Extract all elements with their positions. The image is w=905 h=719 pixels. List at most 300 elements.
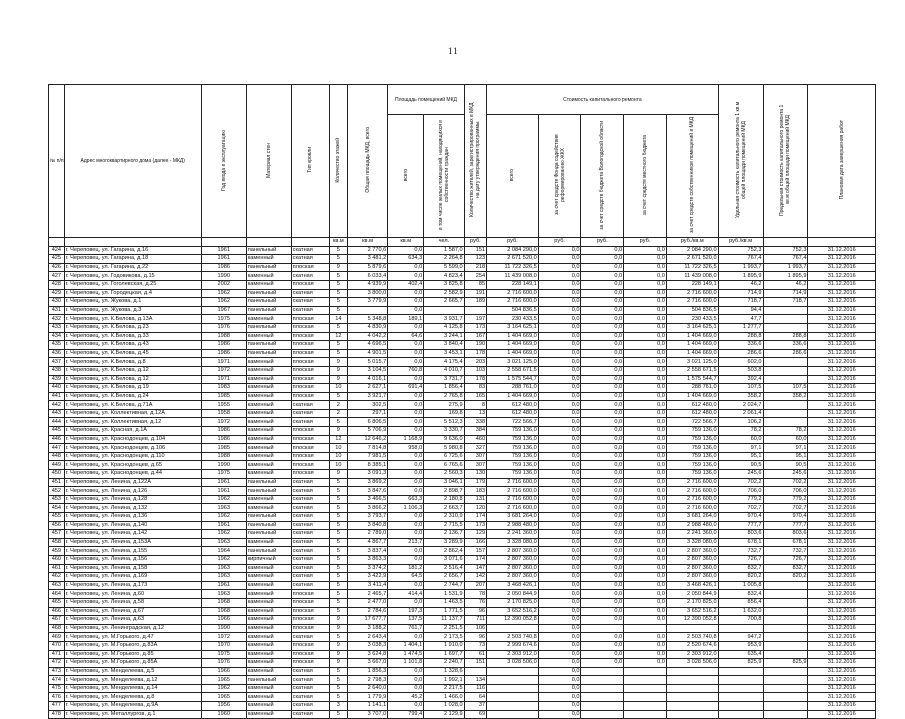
table-cell: 2 765,8 (424, 392, 464, 401)
header-address: Адрес многоквартирного дома (далее - МКД) (64, 85, 201, 238)
table-cell: 777,7 (718, 521, 763, 530)
table-cell: 0,0 (581, 332, 624, 341)
table-cell: 1972 (201, 633, 246, 642)
table-cell: плоская (291, 461, 329, 470)
table-cell: 3 667,0 (347, 659, 387, 668)
table-cell: 0,0 (538, 616, 581, 625)
table-cell: 761,7 (388, 624, 424, 633)
table-cell: скатная (291, 538, 329, 547)
table-cell: каменный (246, 702, 291, 711)
table-cell: 0,0 (624, 521, 667, 530)
table-cell (763, 607, 808, 616)
table-cell: г. Череповец, ул. Ленина, д.142 (64, 530, 201, 539)
table-cell (624, 684, 667, 693)
table-cell: плоская (291, 315, 329, 324)
table-cell: 307 (464, 452, 486, 461)
table-cell (487, 710, 539, 719)
table-row (49, 624, 876, 633)
table-cell: 427 (49, 272, 65, 281)
table-cell: 0,0 (581, 272, 624, 281)
table-cell: 702,2 (718, 478, 763, 487)
table-cell: 767,4 (763, 255, 808, 264)
table-cell: 0,0 (538, 444, 581, 453)
table-cell: 0,0 (538, 392, 581, 401)
table-cell: 1986 (201, 341, 246, 350)
table-cell: 5 (329, 478, 347, 487)
table-cell: 3 468 426,1 (666, 581, 718, 590)
header-area-total: Общая площадь МКД, всего (347, 85, 387, 238)
table-row (49, 375, 876, 384)
table-cell: 777,7 (763, 521, 808, 530)
table-cell: 2 988 480,0 (487, 521, 539, 530)
table-cell: 5 512,3 (424, 418, 464, 427)
table-cell (581, 702, 624, 711)
table-cell: 2 716 600,0 (487, 487, 539, 496)
table-cell: 137,5 (388, 616, 424, 625)
table-cell: 1966 (201, 667, 246, 676)
table-cell: каменный (246, 401, 291, 410)
table-cell (666, 702, 718, 711)
table-cell: 286,6 (718, 349, 763, 358)
table-cell: 31.12.2016 (808, 470, 876, 479)
table-cell: 4 867,7 (347, 538, 387, 547)
table-cell: 10 (329, 384, 347, 393)
table-cell: 465 (49, 598, 65, 607)
table-cell: 31.12.2016 (808, 323, 876, 332)
table-cell: 31.12.2016 (808, 684, 876, 693)
table-cell: 1 993,7 (763, 263, 808, 272)
table-cell: 106 (464, 624, 486, 633)
table-cell: 1963 (201, 573, 246, 582)
table-cell: 1962 (201, 530, 246, 539)
table-cell: 31.12.2016 (808, 487, 876, 496)
table-cell (763, 598, 808, 607)
table-cell: 3 707,0 (347, 710, 387, 719)
table-cell: 245,6 (718, 470, 763, 479)
table-cell: 3 028 506,0 (487, 659, 539, 668)
table-row (49, 427, 876, 436)
table-cell (718, 702, 763, 711)
table-cell: 5 706,9 (347, 427, 387, 436)
table-cell: 31.12.2016 (808, 427, 876, 436)
table-cell: 0,0 (538, 573, 581, 582)
table-cell (581, 624, 624, 633)
table-cell: 3 328 080,0 (666, 538, 718, 547)
table-cell: 0,0 (538, 624, 581, 633)
table-cell: 78,2 (763, 427, 808, 436)
table-cell: 0,0 (538, 461, 581, 470)
table-cell: 1964 (201, 547, 246, 556)
table-row (49, 332, 876, 341)
table-cell: 3 164 625,1 (487, 323, 539, 332)
table-cell: 1958 (201, 409, 246, 418)
table-cell: 1 328,6 (424, 667, 464, 676)
table-cell: 451 (49, 478, 65, 487)
table-cell: 2 716 600,0 (666, 495, 718, 504)
table-cell: каменный (246, 366, 291, 375)
table-cell: 434 (49, 332, 65, 341)
table-cell (763, 616, 808, 625)
table-cell: 5 (329, 530, 347, 539)
table-cell: 0,0 (624, 581, 667, 590)
table-cell: 0,0 (624, 564, 667, 573)
table-cell: каменный (246, 667, 291, 676)
header-no: № п/п (49, 85, 65, 238)
table-cell (718, 676, 763, 685)
table-cell: 718,7 (718, 298, 763, 307)
table-cell: г. Череповец, ул. Гагарина, д.16 (64, 246, 201, 255)
table-cell: 31.12.2016 (808, 547, 876, 556)
table-cell: 1 910,0 (424, 641, 464, 650)
table-cell: 0,0 (388, 341, 424, 350)
table-cell: 0,0 (581, 461, 624, 470)
table-cell: 31.12.2016 (808, 616, 876, 625)
table-cell: 0,0 (624, 513, 667, 522)
table-cell: 0,0 (538, 409, 581, 418)
table-cell: скатная (291, 513, 329, 522)
table-cell (763, 366, 808, 375)
table-cell: 0,0 (388, 263, 424, 272)
table-cell: г. Череповец, ул. М.Горького, д.47 (64, 633, 201, 642)
table-cell: 9 (329, 624, 347, 633)
table-cell (487, 684, 539, 693)
table-cell: 402,4 (388, 280, 424, 289)
table-cell: 31.12.2016 (808, 401, 876, 410)
table-cell: 9 (329, 641, 347, 650)
table-cell: 0,0 (388, 676, 424, 685)
table-cell: 0,0 (538, 495, 581, 504)
table-cell: 31.12.2016 (808, 590, 876, 599)
table-cell: 358,2 (763, 392, 808, 401)
table-cell: 2 084 290,0 (666, 246, 718, 255)
table-cell: 759 136,0 (487, 435, 539, 444)
table-cell: 0,0 (624, 255, 667, 264)
table-cell: 752,3 (718, 246, 763, 255)
table-cell: 0,0 (624, 573, 667, 582)
table-cell: г. Череповец, ул. К.Белова, д.12 (64, 366, 201, 375)
table-cell: 460 (49, 555, 65, 564)
table-cell: 46,2 (718, 280, 763, 289)
table-cell: 3 931,7 (424, 315, 464, 324)
table-cell: 2 303 912,0 (487, 650, 539, 659)
table-cell: 0,0 (388, 555, 424, 564)
table-cell: 0,0 (538, 358, 581, 367)
table-row (49, 384, 876, 393)
table-cell: плоская (291, 358, 329, 367)
table-cell: 0,0 (538, 504, 581, 513)
table-cell: 0,0 (581, 530, 624, 539)
table-cell: 3 422,9 (347, 573, 387, 582)
table-cell: 0,0 (388, 521, 424, 530)
table-cell: 856,4 (718, 598, 763, 607)
table-cell: 3 921,7 (347, 392, 387, 401)
table-cell (763, 641, 808, 650)
table-cell: 1 575 544,7 (666, 375, 718, 384)
table-cell: 1 404,1 (388, 641, 424, 650)
table-cell: 107,5 (718, 384, 763, 393)
table-cell: 178 (464, 375, 486, 384)
table-cell: 174 (464, 555, 486, 564)
table-cell (763, 375, 808, 384)
table-cell: 2 084 290,0 (487, 246, 539, 255)
table-cell: 6 765,6 (424, 461, 464, 470)
table-cell: 3 164 625,1 (666, 323, 718, 332)
table-row (49, 616, 876, 625)
table-cell: 2 665,7 (424, 298, 464, 307)
table-cell: 0,0 (624, 418, 667, 427)
table-cell: 0,0 (388, 478, 424, 487)
table-cell: 449 (49, 461, 65, 470)
table-cell: г. Череповец, ул. Ленина, д.128 (64, 495, 201, 504)
table-cell: 1 404 669,0 (487, 392, 539, 401)
table-cell: 0,0 (388, 513, 424, 522)
unit-cell: руб./кв.м (666, 238, 718, 247)
table-cell: 1962 (201, 684, 246, 693)
header-residents: Количество жителей, зарегистрированных в МКД на дату утверждения программы (464, 85, 486, 238)
table-cell: 3 028 506,0 (666, 659, 718, 668)
table-cell: 31.12.2016 (808, 521, 876, 530)
table-cell: 2 789,0 (347, 530, 387, 539)
table-cell: 2 520 674,6 (666, 641, 718, 650)
table-cell: г. Череповец, ул. Краснодонцев, д.65 (64, 461, 201, 470)
table-cell: плоская (291, 598, 329, 607)
table-cell: 2 136,7 (424, 530, 464, 539)
table-cell (581, 693, 624, 702)
table-row (49, 504, 876, 513)
table-cell: 0,0 (624, 616, 667, 625)
table-cell: плоская (291, 263, 329, 272)
table-cell: г. Череповец, ул. Коллективная, д.12 (64, 418, 201, 427)
table-cell: 107,5 (763, 384, 808, 393)
table-cell: скатная (291, 306, 329, 315)
table-cell: плоская (291, 341, 329, 350)
table-cell: 37 (464, 702, 486, 711)
table-cell (763, 676, 808, 685)
table-cell (624, 667, 667, 676)
table-cell: панельный (246, 323, 291, 332)
table-cell: скатная (291, 495, 329, 504)
table-cell: панельный (246, 246, 291, 255)
table-cell (624, 624, 667, 633)
table-cell: 2 (329, 401, 347, 410)
table-cell: 2 656,7 (424, 573, 464, 582)
table-cell: 207 (464, 581, 486, 590)
table-cell: 0,0 (538, 341, 581, 350)
table-cell: 0,0 (624, 470, 667, 479)
table-cell: 0,0 (538, 521, 581, 530)
table-cell: 462 (49, 573, 65, 582)
table-cell: 475 (49, 684, 65, 693)
table-cell: г. Череповец, ул. Ленина, д.63 (64, 616, 201, 625)
header-wall: Материал стен (246, 85, 291, 238)
header-area-owned: в том числе жилых помещений, находящихся в собственности граждан (424, 115, 464, 238)
table-cell: г. Череповец, ул. Ленина, д.67 (64, 607, 201, 616)
table-cell (718, 710, 763, 719)
table-cell: 179 (464, 478, 486, 487)
table-cell: 288 761,0 (487, 384, 539, 393)
table-cell: г. Череповец, ул. Менделеева, д.9А (64, 702, 201, 711)
table-cell: 0,0 (581, 538, 624, 547)
table-cell: 0,0 (624, 659, 667, 668)
table-cell: 3 328 080,0 (487, 538, 539, 547)
table-cell: 0,0 (581, 427, 624, 436)
table-cell: 448 (49, 452, 65, 461)
table-cell: каменный (246, 255, 291, 264)
table-cell: 76 (464, 598, 486, 607)
table-cell: 0,0 (388, 401, 424, 410)
table-cell: 1990 (201, 624, 246, 633)
table-cell: 2 477,0 (347, 598, 387, 607)
table-row (49, 641, 876, 650)
table-cell: г. Череповец, ул. Красная, д.1А (64, 427, 201, 436)
table-cell: каменный (246, 452, 291, 461)
table-row (49, 289, 876, 298)
table-cell: 2 503 740,8 (666, 633, 718, 642)
table-cell: 6 033,4 (347, 272, 387, 281)
table-cell: 5 980,8 (424, 444, 464, 453)
table-cell: 442 (49, 401, 65, 410)
table-cell: г. Череповец, ул. Менделеева, д.8 (64, 693, 201, 702)
table-cell: 0,0 (624, 641, 667, 650)
table-cell: 2 807 360,0 (487, 573, 539, 582)
table-row (49, 478, 876, 487)
table-cell: г. Череповец, ул. Ленина, д.173 (64, 581, 201, 590)
table-cell: 64,6 (388, 332, 424, 341)
table-cell: 0,0 (581, 659, 624, 668)
table-cell: 3 681 264,0 (666, 513, 718, 522)
table-cell: 832,7 (718, 564, 763, 573)
table-cell: 0,0 (624, 495, 667, 504)
table-cell: 9 (329, 659, 347, 668)
table-cell (666, 676, 718, 685)
table-cell: 429 (49, 289, 65, 298)
table-cell: г. Череповец, ул. Ленина, д.136 (64, 513, 201, 522)
table-cell: 0,0 (624, 358, 667, 367)
table-cell: 0,0 (624, 366, 667, 375)
table-cell: 759 136,0 (666, 427, 718, 436)
table-cell: 78,2 (718, 427, 763, 436)
table-cell: 0,0 (624, 504, 667, 513)
table-cell: 0,0 (581, 444, 624, 453)
table-cell: 197 (464, 315, 486, 324)
table-cell (763, 693, 808, 702)
unit-cell: руб./кв.м (718, 238, 763, 247)
table-cell: 0,0 (538, 375, 581, 384)
table-cell: 1962 (201, 495, 246, 504)
table-cell: 0,0 (388, 349, 424, 358)
table-cell: плоская (291, 392, 329, 401)
table-cell: 0,0 (624, 538, 667, 547)
table-cell: 11 722 326,5 (487, 263, 539, 272)
table-cell: 0,0 (538, 289, 581, 298)
table-cell: 1 992,1 (424, 676, 464, 685)
table-cell: 504 836,5 (666, 306, 718, 315)
table-cell (666, 624, 718, 633)
table-cell: 157 (464, 547, 486, 556)
table-cell: плоская (291, 641, 329, 650)
table-cell: 718,7 (763, 298, 808, 307)
table-cell: 10 (329, 461, 347, 470)
table-row (49, 513, 876, 522)
table-cell: плоская (291, 323, 329, 332)
table-cell: 0,0 (624, 452, 667, 461)
header-roof: Тип кровли (291, 85, 329, 238)
table-cell: 0,0 (538, 702, 581, 711)
table-cell: 2 170 825,0 (666, 598, 718, 607)
table-cell: 2 807 360,0 (487, 547, 539, 556)
table-cell: 825,9 (718, 659, 763, 668)
table-cell: 2 671 520,0 (487, 255, 539, 264)
table-cell: плоская (291, 607, 329, 616)
table-cell: 5 (329, 341, 347, 350)
table-cell: 31.12.2016 (808, 693, 876, 702)
table-cell: 31.12.2016 (808, 495, 876, 504)
table-cell: 1961 (201, 521, 246, 530)
table-cell: 1965 (201, 693, 246, 702)
table-cell: 0,0 (538, 306, 581, 315)
table-cell: 435 (49, 341, 65, 350)
table-cell: 3 (329, 702, 347, 711)
table-cell: 69 (464, 710, 486, 719)
table-cell (487, 676, 539, 685)
table-row (49, 659, 876, 668)
table-cell: 471 (49, 650, 65, 659)
table-row (49, 650, 876, 659)
table-cell: г. Череповец, ул. К.Белова, д.24 (64, 392, 201, 401)
table-row (49, 272, 876, 281)
table-cell: 0,0 (581, 616, 624, 625)
table-cell: 459 (49, 547, 65, 556)
table-cell (718, 684, 763, 693)
table-cell: 0,0 (538, 315, 581, 324)
table-cell: 0,0 (624, 280, 667, 289)
table-cell: 8 385,1 (347, 461, 387, 470)
table-cell: 191 (464, 289, 486, 298)
table-cell: 5 (329, 349, 347, 358)
table-cell: 0,0 (581, 452, 624, 461)
table-cell: 31.12.2016 (808, 513, 876, 522)
table-cell: 1988 (201, 332, 246, 341)
table-cell: 31.12.2016 (808, 702, 876, 711)
table-cell: 203 (464, 358, 486, 367)
table-cell: 3 800,0 (347, 289, 387, 298)
table-cell: 0,0 (581, 246, 624, 255)
table-cell: 2 180,8 (424, 495, 464, 504)
table-cell: 151 (464, 246, 486, 255)
header-floors: Количество этажей (329, 85, 347, 238)
table-cell: 3 652 516,2 (666, 607, 718, 616)
table-cell: 0,0 (388, 684, 424, 693)
unit-cell (291, 238, 329, 247)
table-cell: 440 (49, 384, 65, 393)
table-cell: 1961 (201, 487, 246, 496)
table-cell: 2 784,6 (347, 607, 387, 616)
table-cell: 97,1 (763, 444, 808, 453)
unit-cell (246, 238, 291, 247)
table-cell: 947,2 (718, 633, 763, 642)
table-cell: 5 879,6 (347, 263, 387, 272)
table-cell: 3 624,8 (347, 650, 387, 659)
table-cell: 1 404 669,0 (487, 332, 539, 341)
table-cell: 2 558 671,5 (666, 366, 718, 375)
table-cell: 7 814,8 (347, 444, 387, 453)
table-cell (487, 624, 539, 633)
table-cell (763, 323, 808, 332)
table-cell: 0,0 (581, 323, 624, 332)
table-cell: г. Череповец, ул. К.Белова, д.23 (64, 323, 201, 332)
table-cell: 0,0 (581, 470, 624, 479)
table-cell: 439 (49, 375, 65, 384)
